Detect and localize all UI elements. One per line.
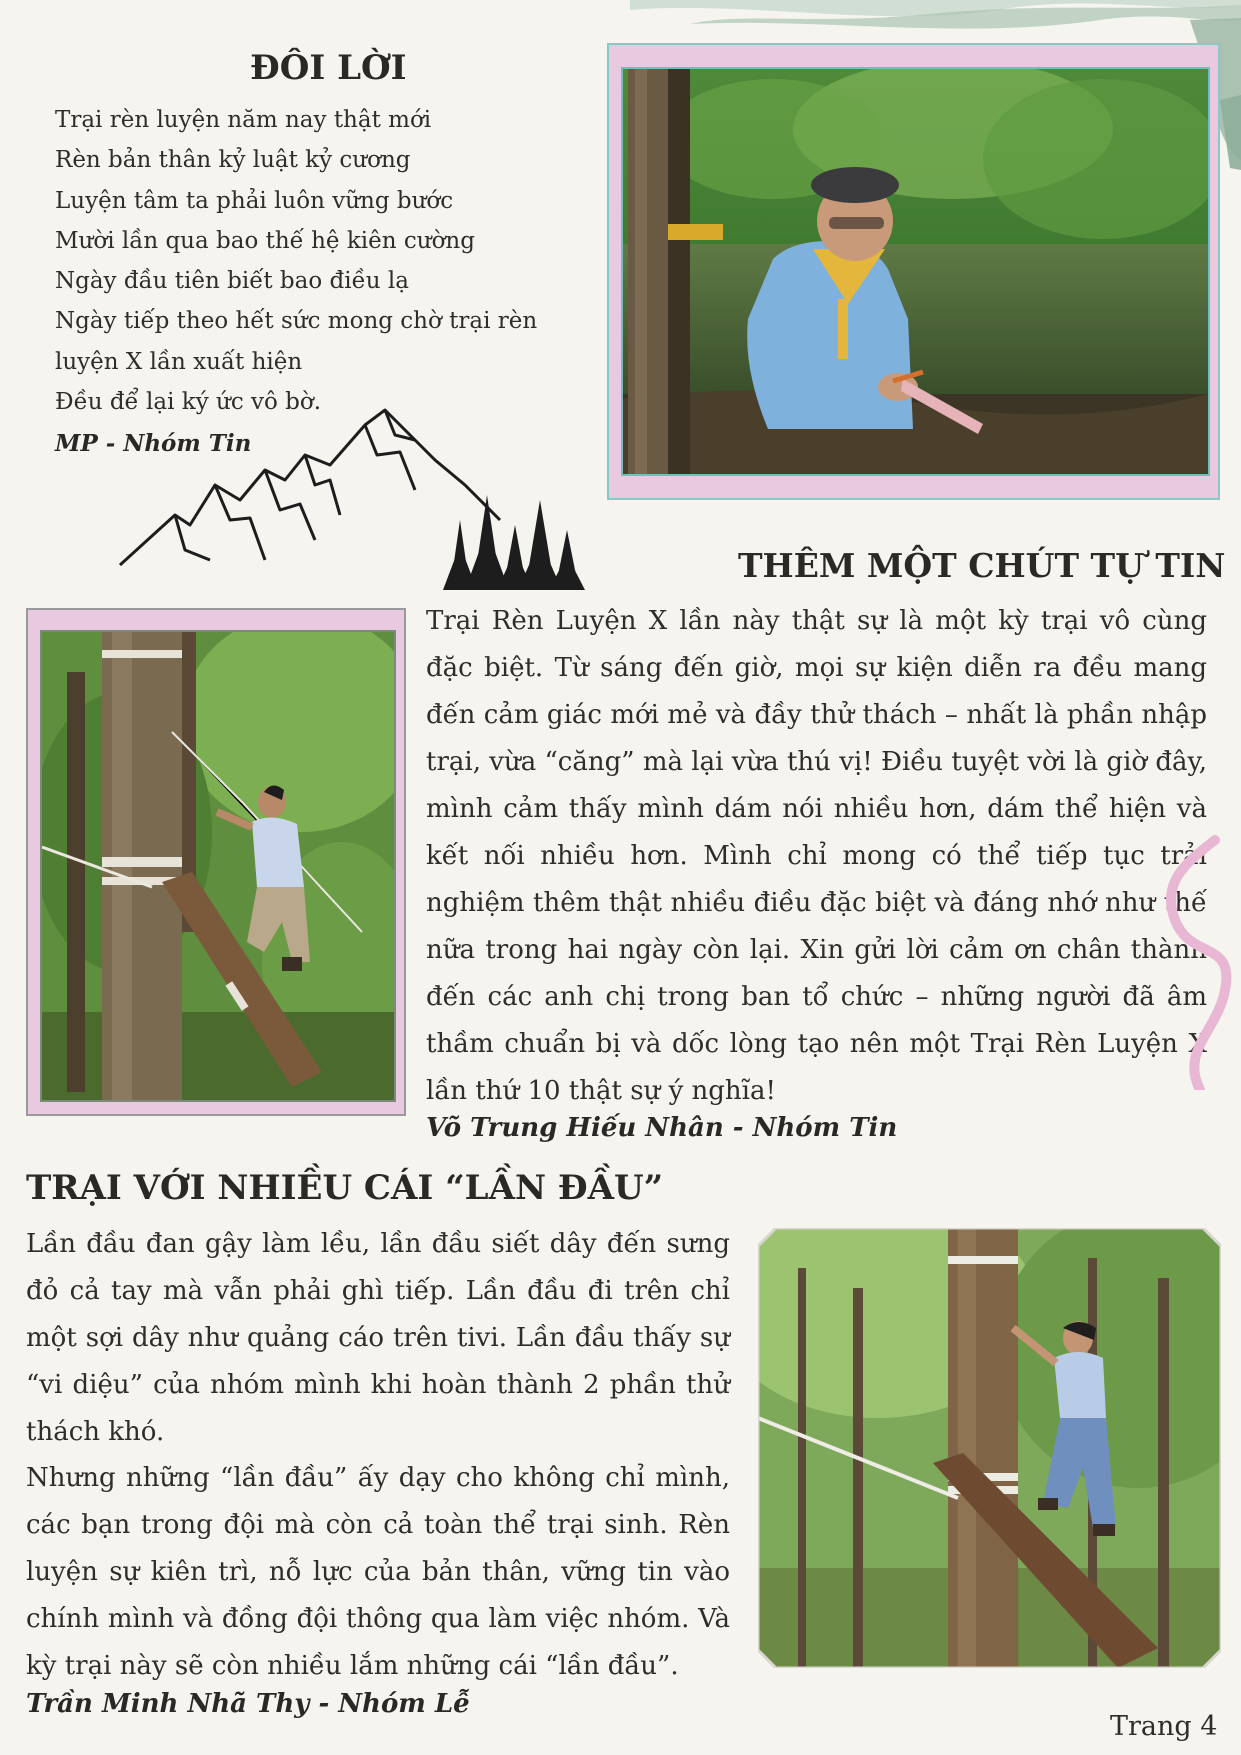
poem-line: Ngày tiếp theo hết sức mong chờ trại rèn bbox=[55, 308, 538, 335]
photo-scout-climbing-tree bbox=[40, 630, 396, 1102]
article-body-lan-dau-paragraph-2: Nhưng những “lần đầu” ấy dạy cho không chỉ mình, các bạn trong đội mà còn cả toàn thể trại sinh. Rèn luyện sự kiên trì, nỗ lực của bản thân, vững tin vào chính mình và đồng đội thông qua làm việc nhóm. Và kỳ trại này sẽ còn nhiều lắm những cái “lần đầu”. bbox=[26, 1463, 730, 1681]
article-body-lan-dau-paragraph-1: Lần đầu đan gậy làm lều, lần đầu siết dây đến sưng đỏ cả tay mà vẫn phải ghì tiếp. Lần đầu đi trên chỉ một sợi dây như quảng cáo trên tivi. Lần đầu thấy sự “vi diệu” của nhóm mình khi hoàn thành 2 phần thử thách khó. bbox=[26, 1229, 730, 1447]
poem-line: Đều để lại ký ức vô bờ. bbox=[55, 389, 322, 416]
poem-line: luyện X lần xuất hiện bbox=[55, 348, 303, 375]
poem-line: Ngày đầu tiên biết bao điều lạ bbox=[55, 268, 409, 295]
section-title-doi-loi: ĐÔI LỜI bbox=[250, 48, 407, 88]
photo-girl-climbing-log bbox=[758, 1228, 1221, 1668]
photo-scout-tying-rope bbox=[621, 67, 1210, 476]
section-title-lan-dau: TRẠI VỚI NHIỀU CÁI “LẦN ĐẦU” bbox=[26, 1168, 664, 1208]
decorative-squiggle bbox=[1120, 800, 1241, 1090]
article-author-lan-dau: Trần Minh Nhã Thy - Nhóm Lễ bbox=[26, 1689, 470, 1719]
poem-line: Trại rèn luyện năm nay thật mới bbox=[55, 107, 432, 133]
poem-line: Mười lần qua bao thế hệ kiên cường bbox=[55, 227, 475, 254]
article-author-them-tu-tin: Võ Trung Hiếu Nhân - Nhóm Tin bbox=[426, 1113, 898, 1143]
poem-author: MP - Nhóm Tin bbox=[55, 430, 252, 457]
photo-frame-tree-climb bbox=[26, 608, 406, 1116]
poem bbox=[55, 100, 555, 422]
article-body-them-tu-tin: Trại Rèn Luyện X lần này thật sự là một kỳ trại vô cùng đặc biệt. Từ sáng đến giờ, mọi sự kiện diễn ra đều mang đến cảm giác mới mẻ và đầy thử thách – nhất là phần nhập trại, vừa “căng” mà lại vừa thú vị! Điều tuyệt vời là giờ đây, mình cảm thấy mình dám nói nhiều hơn, dám thể hiện và kết nối nhiều hơn. Mình chỉ mong có thể tiếp tục trải nghiệm thêm thật nhiều điều đặc biệt và đáng nhớ như thế nữa trong hai ngày còn lại. Xin gửi lời cảm ơn chân thành đến các anh chị trong ban tổ chức – những người đã âm thầm chuẩn bị và dốc lòng tạo nên một Trại Rèn Luyện X lần thứ 10 thật sự ý nghĩa! bbox=[426, 606, 1207, 1106]
mountain-pine-illustration bbox=[115, 400, 645, 595]
page-number: Trang 4 bbox=[1110, 1711, 1218, 1742]
photo-frame-girl-climb bbox=[758, 1228, 1221, 1668]
poem-line: Luyện tâm ta phải luôn vững bước bbox=[55, 187, 454, 214]
photo-frame-scout-rope bbox=[607, 43, 1220, 500]
section-title-them-tu-tin: THÊM MỘT CHÚT TỰ TIN bbox=[738, 546, 1226, 585]
poem-line: Rèn bản thân kỷ luật kỷ cương bbox=[55, 147, 411, 174]
